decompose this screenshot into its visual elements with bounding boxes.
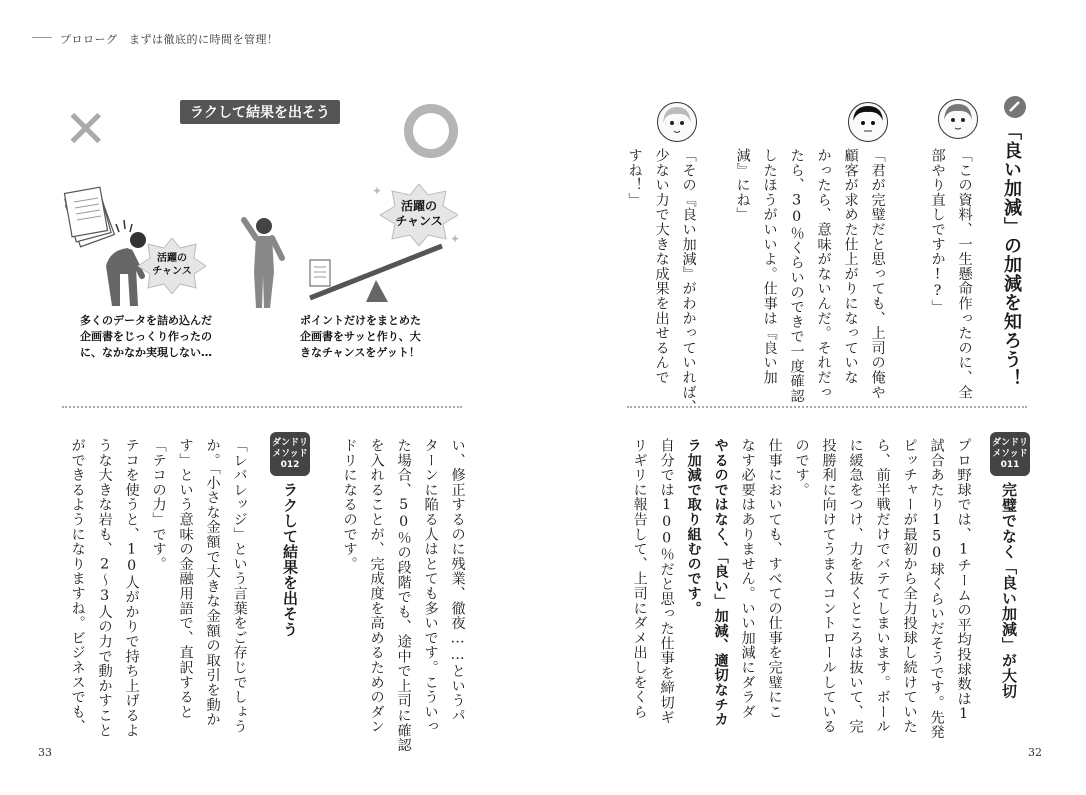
illustration-label: ラクして結果を出そう bbox=[180, 100, 340, 124]
body-line: 試合あたり150球くらいだそうです。先発 bbox=[928, 438, 945, 740]
dialog-line: たら、30％くらいのできで一度確認 bbox=[788, 148, 805, 404]
body-line: ドリになるのです。 bbox=[341, 438, 358, 572]
chance-burst-good: 活躍の チャンス bbox=[380, 184, 458, 246]
body-line: テコを使うと、10人がかりで持ち上げるよ bbox=[123, 438, 140, 738]
sparkle-icon: ✦ bbox=[372, 184, 383, 198]
body-line: プロ野球では、1チームの平均投球数は1 bbox=[955, 438, 972, 723]
section-heading-012: ラクして結果を出そう bbox=[281, 482, 299, 637]
body-line: を入れることが、完成度を高めるためのダン bbox=[368, 438, 385, 734]
avatar-boss bbox=[848, 102, 888, 142]
body-line: なす必要はありません。いい加減にダラダ bbox=[739, 438, 756, 720]
dialog-line: 少ない力で大きな成果を出せるんで bbox=[653, 148, 670, 385]
body-line: ターンに陥る人はとても多いです。こういっ bbox=[422, 438, 439, 734]
body-line: か。「小さな金額で大きな金額の取引を動か bbox=[204, 438, 221, 727]
dialog-line: 「この資料、一生懸命作ったのに、全 bbox=[956, 148, 973, 400]
body-line: た場合、50％の段階でも、途中で上司に確認 bbox=[395, 438, 412, 753]
body-line: に緩急をつけ、力を抜くところは抜いて、完 bbox=[847, 438, 864, 734]
section-heading-011: 完璧でなく「良い加減」が大切 bbox=[1000, 482, 1018, 699]
dialog-line: 部やり直しですか!?」 bbox=[929, 148, 946, 315]
body-line: い、修正するのに残業、徹夜……というパ bbox=[449, 438, 466, 723]
leaf-icon bbox=[1004, 96, 1026, 118]
caption-bad: 多くのデータを詰め込んだ 企画書をじっくり作ったの に、なかなか実現しない… bbox=[80, 314, 212, 359]
running-title: プロローグ まずは徹底的に時間を管理！ bbox=[60, 33, 279, 46]
header-rule bbox=[32, 37, 52, 38]
dialog-line: 顧客が求めた仕上がりになっていな bbox=[842, 148, 859, 385]
body-line: リギリに報告して、上司にダメ出しをくら bbox=[631, 438, 648, 720]
cross-mark-icon: ✕ bbox=[64, 100, 108, 160]
dialog-line: かったら、意味がないんだ。それだっ bbox=[815, 148, 832, 400]
body-line: うな大きな岩も、2〜3人の力で動かすこと bbox=[96, 438, 113, 738]
body-line: 仕事においても、すべての仕事を完璧にこ bbox=[766, 438, 783, 720]
page-number-left: 33 bbox=[38, 746, 52, 759]
body-line: ラ加減で取り組むのです。 bbox=[685, 438, 702, 616]
dialog-line: したほうがいいよ。仕事は『良い加 bbox=[761, 148, 778, 385]
dialog-line: すね！」 bbox=[626, 148, 643, 208]
body-line: 「レバレッジ」という言葉をご存じでしょう bbox=[231, 438, 248, 734]
method-badge-011: ダンドリ メソッド 011 bbox=[990, 432, 1030, 476]
body-line: やるのではなく、「良い」加減、適切なチカ bbox=[712, 438, 729, 727]
body-line: 自分では100％だと思った仕事を締切ギ bbox=[658, 438, 675, 725]
body-line: ピッチャーが最初から全力投球し続けていた bbox=[901, 438, 918, 734]
body-line: ら、前半戦だけでバテてしまいます。ボール bbox=[874, 438, 891, 734]
body-line: 投勝利に向けてうまくコントロールしている bbox=[820, 438, 837, 734]
sparkle-icon: ✦ bbox=[450, 232, 461, 246]
separator-left bbox=[62, 406, 462, 408]
avatar-woman bbox=[938, 99, 978, 139]
dialog-line: 「君が完璧だと思っても、上司の俺や bbox=[869, 148, 886, 400]
seesaw-icon bbox=[306, 240, 456, 310]
method-badge-012: ダンドリ メソッド 012 bbox=[270, 432, 310, 476]
caption-good: ポイントだけをまとめた 企画書をサッと作り、大 きなチャンスをゲット！ bbox=[300, 314, 421, 359]
body-line: す」という意味の金融用語で、直訳すると bbox=[177, 438, 194, 720]
body-line: のです。 bbox=[793, 438, 810, 498]
page-title: 「良い加減」の加減を知ろう！ bbox=[1001, 122, 1022, 388]
body-line: 「テコの力」です。 bbox=[150, 438, 167, 572]
circle-mark-icon bbox=[404, 104, 458, 158]
body-line: ができるようになりますね。ビジネスでも、 bbox=[69, 438, 86, 734]
dialog-line: 「その『良い加減』がわかっていれば、 bbox=[680, 148, 697, 415]
dialog-line: 減』にね」 bbox=[734, 148, 751, 222]
page-number-right: 32 bbox=[1028, 746, 1042, 759]
avatar-woman-2 bbox=[657, 102, 697, 142]
chance-burst-bad: 活躍の チャンス bbox=[138, 238, 206, 294]
winning-person-icon bbox=[238, 214, 288, 314]
